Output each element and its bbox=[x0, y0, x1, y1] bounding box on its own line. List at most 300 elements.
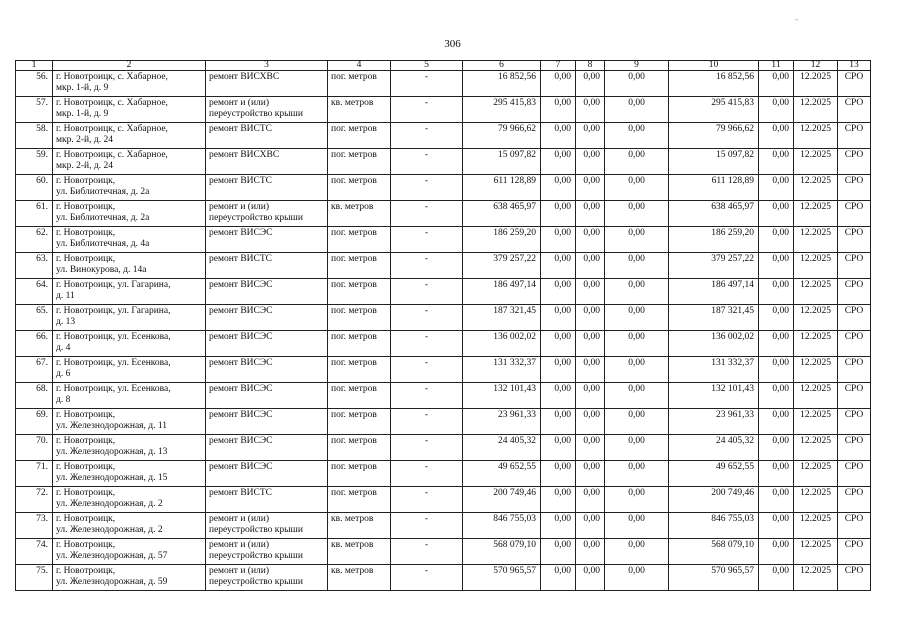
address-cell bbox=[53, 409, 206, 435]
address-cell bbox=[53, 175, 206, 201]
method-cell: СРО bbox=[838, 383, 871, 409]
unit-cell: пог. метров bbox=[328, 305, 391, 331]
total-cost-cell: 132 101,43 bbox=[463, 383, 541, 409]
column-header: 13 bbox=[838, 61, 871, 71]
work-type-cell-line: ремонт и (или) bbox=[209, 514, 270, 524]
work-type-cell-line: ремонт и (или) bbox=[209, 540, 270, 550]
row-number-cell: 73. bbox=[16, 513, 53, 539]
col5-cell: - bbox=[391, 97, 463, 123]
col8-cell: 0,00 bbox=[576, 305, 605, 331]
col7-cell: 0,00 bbox=[541, 513, 576, 539]
col9-cell: 0,00 bbox=[605, 253, 669, 279]
address-cell-line: г. Новотроицк, bbox=[56, 410, 116, 420]
address-cell-line: г. Новотроицк, bbox=[56, 566, 116, 576]
work-type-cell bbox=[206, 149, 328, 175]
fund-cost-cell: 131 332,37 bbox=[669, 357, 759, 383]
unit-cell: кв. метров bbox=[328, 513, 391, 539]
address-cell-line: г. Новотроицк, bbox=[56, 488, 116, 498]
address-cell bbox=[53, 227, 206, 253]
address-cell-line: мкр. 2-й, д. 24 bbox=[56, 135, 113, 145]
unit-cell: пог. метров bbox=[328, 175, 391, 201]
fund-cost-cell: 186 259,20 bbox=[669, 227, 759, 253]
fund-cost-cell: 136 002,02 bbox=[669, 331, 759, 357]
total-cost-cell: 295 415,83 bbox=[463, 97, 541, 123]
deadline-cell: 12.2025 bbox=[794, 175, 838, 201]
fund-cost-cell: 568 079,10 bbox=[669, 539, 759, 565]
fund-cost-cell: 846 755,03 bbox=[669, 513, 759, 539]
work-type-cell bbox=[206, 253, 328, 279]
address-cell-line: ул. Железнодорожная, д. 2 bbox=[56, 525, 163, 535]
col11-cell: 0,00 bbox=[759, 227, 794, 253]
work-type-cell-line: переустройство крыши bbox=[209, 213, 303, 223]
total-cost-cell: 131 332,37 bbox=[463, 357, 541, 383]
table-row bbox=[16, 253, 871, 279]
row-number-cell: 69. bbox=[16, 409, 53, 435]
col8-cell: 0,00 bbox=[576, 175, 605, 201]
col8-cell: 0,00 bbox=[576, 383, 605, 409]
total-cost-cell: 200 749,46 bbox=[463, 487, 541, 513]
col5-cell: - bbox=[391, 149, 463, 175]
total-cost-cell: 568 079,10 bbox=[463, 539, 541, 565]
address-cell-line: г. Новотроицк, с. Хабарное, bbox=[56, 72, 168, 82]
method-cell: СРО bbox=[838, 279, 871, 305]
col8-cell: 0,00 bbox=[576, 149, 605, 175]
page-number: 306 bbox=[444, 38, 461, 50]
col11-cell: 0,00 bbox=[759, 383, 794, 409]
col11-cell: 0,00 bbox=[759, 201, 794, 227]
col11-cell: 0,00 bbox=[759, 175, 794, 201]
col7-cell: 0,00 bbox=[541, 539, 576, 565]
col11-cell: 0,00 bbox=[759, 253, 794, 279]
fund-cost-cell: 570 965,57 bbox=[669, 565, 759, 591]
column-header: 2 bbox=[53, 61, 206, 71]
col8-cell: 0,00 bbox=[576, 565, 605, 591]
total-cost-cell: 379 257,22 bbox=[463, 253, 541, 279]
address-cell-line: г. Новотроицк, bbox=[56, 176, 116, 186]
col8-cell: 0,00 bbox=[576, 279, 605, 305]
col9-cell: 0,00 bbox=[605, 383, 669, 409]
col5-cell: - bbox=[391, 227, 463, 253]
address-cell-line: г. Новотроицк, с. Хабарное, bbox=[56, 124, 168, 134]
total-cost-cell: 16 852,56 bbox=[463, 71, 541, 97]
work-type-cell bbox=[206, 305, 328, 331]
method-cell: СРО bbox=[838, 331, 871, 357]
method-cell: СРО bbox=[838, 305, 871, 331]
col9-cell: 0,00 bbox=[605, 409, 669, 435]
address-cell-line: ул. Железнодорожная, д. 13 bbox=[56, 447, 168, 457]
work-type-cell bbox=[206, 175, 328, 201]
col5-cell: - bbox=[391, 487, 463, 513]
row-number-cell: 74. bbox=[16, 539, 53, 565]
address-cell bbox=[53, 97, 206, 123]
col11-cell: 0,00 bbox=[759, 149, 794, 175]
row-number-cell: 56. bbox=[16, 71, 53, 97]
row-number-cell: 64. bbox=[16, 279, 53, 305]
address-cell-line: г. Новотроицк, ул. Гагарина, bbox=[56, 306, 171, 316]
table-row bbox=[16, 123, 871, 149]
col9-cell: 0,00 bbox=[605, 435, 669, 461]
col7-cell: 0,00 bbox=[541, 227, 576, 253]
work-type-cell-line: ремонт ВИСХВС bbox=[209, 72, 280, 82]
address-cell-line: ул. Железнодорожная, д. 15 bbox=[56, 473, 168, 483]
col11-cell: 0,00 bbox=[759, 487, 794, 513]
table-row bbox=[16, 539, 871, 565]
table-row bbox=[16, 487, 871, 513]
work-type-cell-line: переустройство крыши bbox=[209, 577, 303, 587]
col9-cell: 0,00 bbox=[605, 487, 669, 513]
address-cell-line: мкр. 1-й, д. 9 bbox=[56, 109, 109, 119]
work-type-cell-line: ремонт ВИСЭС bbox=[209, 410, 273, 420]
unit-cell: пог. метров bbox=[328, 409, 391, 435]
col9-cell: 0,00 bbox=[605, 201, 669, 227]
col8-cell: 0,00 bbox=[576, 513, 605, 539]
deadline-cell: 12.2025 bbox=[794, 461, 838, 487]
col7-cell: 0,00 bbox=[541, 565, 576, 591]
col8-cell: 0,00 bbox=[576, 539, 605, 565]
col8-cell: 0,00 bbox=[576, 357, 605, 383]
col8-cell: 0,00 bbox=[576, 435, 605, 461]
address-cell bbox=[53, 123, 206, 149]
work-type-cell-line: ремонт ВИСТС bbox=[209, 124, 273, 134]
work-type-cell-line: ремонт ВИСЭС bbox=[209, 462, 273, 472]
corner-mark: - bbox=[795, 14, 798, 24]
method-cell: СРО bbox=[838, 513, 871, 539]
col5-cell: - bbox=[391, 539, 463, 565]
work-type-cell-line: ремонт ВИСЭС bbox=[209, 306, 273, 316]
total-cost-cell: 187 321,45 bbox=[463, 305, 541, 331]
col9-cell: 0,00 bbox=[605, 123, 669, 149]
row-number-cell: 58. bbox=[16, 123, 53, 149]
work-type-cell-line: ремонт ВИСЭС bbox=[209, 332, 273, 342]
unit-cell: пог. метров bbox=[328, 253, 391, 279]
method-cell: СРО bbox=[838, 461, 871, 487]
work-type-cell-line: ремонт ВИСЭС bbox=[209, 228, 273, 238]
col9-cell: 0,00 bbox=[605, 461, 669, 487]
work-type-cell bbox=[206, 279, 328, 305]
column-header: 7 bbox=[541, 61, 576, 71]
address-cell-line: д. 13 bbox=[56, 317, 76, 327]
work-type-cell bbox=[206, 539, 328, 565]
col7-cell: 0,00 bbox=[541, 123, 576, 149]
address-cell bbox=[53, 513, 206, 539]
column-header: 12 bbox=[794, 61, 838, 71]
address-cell-line: г. Новотроицк, bbox=[56, 540, 116, 550]
method-cell: СРО bbox=[838, 149, 871, 175]
col9-cell: 0,00 bbox=[605, 71, 669, 97]
row-number-cell: 72. bbox=[16, 487, 53, 513]
col9-cell: 0,00 bbox=[605, 357, 669, 383]
col8-cell: 0,00 bbox=[576, 253, 605, 279]
work-type-cell bbox=[206, 331, 328, 357]
work-type-cell-line: ремонт и (или) bbox=[209, 566, 270, 576]
col7-cell: 0,00 bbox=[541, 435, 576, 461]
total-cost-cell: 570 965,57 bbox=[463, 565, 541, 591]
col5-cell: - bbox=[391, 305, 463, 331]
total-cost-cell: 23 961,33 bbox=[463, 409, 541, 435]
total-cost-cell: 638 465,97 bbox=[463, 201, 541, 227]
fund-cost-cell: 79 966,62 bbox=[669, 123, 759, 149]
deadline-cell: 12.2025 bbox=[794, 201, 838, 227]
table-row bbox=[16, 71, 871, 97]
address-cell bbox=[53, 565, 206, 591]
work-type-cell bbox=[206, 227, 328, 253]
total-cost-cell: 611 128,89 bbox=[463, 175, 541, 201]
unit-cell: пог. метров bbox=[328, 357, 391, 383]
col5-cell: - bbox=[391, 461, 463, 487]
col9-cell: 0,00 bbox=[605, 513, 669, 539]
row-number-cell: 65. bbox=[16, 305, 53, 331]
method-cell: СРО bbox=[838, 123, 871, 149]
col7-cell: 0,00 bbox=[541, 331, 576, 357]
table-row bbox=[16, 175, 871, 201]
work-type-cell-line: ремонт ВИСЭС bbox=[209, 384, 273, 394]
repair-table bbox=[15, 60, 871, 591]
address-cell bbox=[53, 201, 206, 227]
col8-cell: 0,00 bbox=[576, 201, 605, 227]
address-cell-line: мкр. 1-й, д. 9 bbox=[56, 83, 109, 93]
table-row bbox=[16, 97, 871, 123]
table-body bbox=[16, 71, 871, 591]
deadline-cell: 12.2025 bbox=[794, 357, 838, 383]
table-row bbox=[16, 409, 871, 435]
row-number-cell: 63. bbox=[16, 253, 53, 279]
col7-cell: 0,00 bbox=[541, 409, 576, 435]
col11-cell: 0,00 bbox=[759, 331, 794, 357]
col5-cell: - bbox=[391, 253, 463, 279]
total-cost-cell: 186 497,14 bbox=[463, 279, 541, 305]
row-number-cell: 57. bbox=[16, 97, 53, 123]
col5-cell: - bbox=[391, 201, 463, 227]
fund-cost-cell: 24 405,32 bbox=[669, 435, 759, 461]
address-cell bbox=[53, 71, 206, 97]
fund-cost-cell: 187 321,45 bbox=[669, 305, 759, 331]
row-number-cell: 70. bbox=[16, 435, 53, 461]
table-row bbox=[16, 435, 871, 461]
col5-cell: - bbox=[391, 357, 463, 383]
col11-cell: 0,00 bbox=[759, 461, 794, 487]
col5-cell: - bbox=[391, 383, 463, 409]
method-cell: СРО bbox=[838, 97, 871, 123]
method-cell: СРО bbox=[838, 71, 871, 97]
work-type-cell bbox=[206, 201, 328, 227]
col9-cell: 0,00 bbox=[605, 149, 669, 175]
col11-cell: 0,00 bbox=[759, 435, 794, 461]
address-cell-line: г. Новотроицк, bbox=[56, 254, 116, 264]
method-cell: СРО bbox=[838, 227, 871, 253]
col7-cell: 0,00 bbox=[541, 97, 576, 123]
address-cell-line: мкр. 2-й, д. 24 bbox=[56, 161, 113, 171]
col11-cell: 0,00 bbox=[759, 279, 794, 305]
address-cell-line: д. 11 bbox=[56, 291, 75, 301]
method-cell: СРО bbox=[838, 175, 871, 201]
deadline-cell: 12.2025 bbox=[794, 513, 838, 539]
col11-cell: 0,00 bbox=[759, 305, 794, 331]
row-number-cell: 66. bbox=[16, 331, 53, 357]
row-number-cell: 75. bbox=[16, 565, 53, 591]
deadline-cell: 12.2025 bbox=[794, 539, 838, 565]
col5-cell: - bbox=[391, 123, 463, 149]
address-cell-line: ул. Винокурова, д. 14а bbox=[56, 265, 147, 275]
address-cell bbox=[53, 435, 206, 461]
address-cell-line: г. Новотроицк, bbox=[56, 514, 116, 524]
address-cell-line: ул. Железнодорожная, д. 57 bbox=[56, 551, 168, 561]
address-cell-line: д. 4 bbox=[56, 343, 71, 353]
unit-cell: кв. метров bbox=[328, 565, 391, 591]
work-type-cell-line: ремонт и (или) bbox=[209, 98, 270, 108]
col11-cell: 0,00 bbox=[759, 539, 794, 565]
total-cost-cell: 49 652,55 bbox=[463, 461, 541, 487]
work-type-cell bbox=[206, 513, 328, 539]
method-cell: СРО bbox=[838, 435, 871, 461]
address-cell-line: г. Новотроицк, ул. Есенкова, bbox=[56, 332, 171, 342]
work-type-cell bbox=[206, 435, 328, 461]
col7-cell: 0,00 bbox=[541, 279, 576, 305]
table-row bbox=[16, 383, 871, 409]
col8-cell: 0,00 bbox=[576, 409, 605, 435]
column-header: 1 bbox=[16, 61, 53, 71]
table-row bbox=[16, 357, 871, 383]
unit-cell: пог. метров bbox=[328, 227, 391, 253]
address-cell-line: г. Новотроицк, bbox=[56, 202, 116, 212]
col11-cell: 0,00 bbox=[759, 357, 794, 383]
deadline-cell: 12.2025 bbox=[794, 383, 838, 409]
fund-cost-cell: 15 097,82 bbox=[669, 149, 759, 175]
address-cell-line: ул. Железнодорожная, д. 2 bbox=[56, 499, 163, 509]
unit-cell: пог. метров bbox=[328, 435, 391, 461]
table-row bbox=[16, 513, 871, 539]
column-header: 6 bbox=[463, 61, 541, 71]
address-cell-line: г. Новотроицк, с. Хабарное, bbox=[56, 98, 168, 108]
col9-cell: 0,00 bbox=[605, 305, 669, 331]
table-row bbox=[16, 565, 871, 591]
unit-cell: пог. метров bbox=[328, 149, 391, 175]
col7-cell: 0,00 bbox=[541, 253, 576, 279]
col5-cell: - bbox=[391, 175, 463, 201]
column-header: 8 bbox=[576, 61, 605, 71]
col9-cell: 0,00 bbox=[605, 97, 669, 123]
deadline-cell: 12.2025 bbox=[794, 71, 838, 97]
work-type-cell-line: ремонт ВИСТС bbox=[209, 488, 273, 498]
table-row bbox=[16, 461, 871, 487]
work-type-cell-line: ремонт ВИСЭС bbox=[209, 358, 273, 368]
col9-cell: 0,00 bbox=[605, 565, 669, 591]
unit-cell: пог. метров bbox=[328, 383, 391, 409]
row-number-cell: 61. bbox=[16, 201, 53, 227]
col8-cell: 0,00 bbox=[576, 487, 605, 513]
col5-cell: - bbox=[391, 331, 463, 357]
total-cost-cell: 79 966,62 bbox=[463, 123, 541, 149]
table-row bbox=[16, 331, 871, 357]
fund-cost-cell: 638 465,97 bbox=[669, 201, 759, 227]
deadline-cell: 12.2025 bbox=[794, 305, 838, 331]
unit-cell: кв. метров bbox=[328, 97, 391, 123]
deadline-cell: 12.2025 bbox=[794, 565, 838, 591]
work-type-cell-line: ремонт ВИСТС bbox=[209, 176, 273, 186]
address-cell-line: г. Новотроицк, bbox=[56, 462, 116, 472]
col7-cell: 0,00 bbox=[541, 305, 576, 331]
deadline-cell: 12.2025 bbox=[794, 123, 838, 149]
fund-cost-cell: 132 101,43 bbox=[669, 383, 759, 409]
row-number-cell: 71. bbox=[16, 461, 53, 487]
address-cell-line: г. Новотроицк, ул. Гагарина, bbox=[56, 280, 171, 290]
col8-cell: 0,00 bbox=[576, 97, 605, 123]
fund-cost-cell: 186 497,14 bbox=[669, 279, 759, 305]
address-cell-line: ул. Библиотечная, д. 2а bbox=[56, 213, 150, 223]
col8-cell: 0,00 bbox=[576, 71, 605, 97]
total-cost-cell: 846 755,03 bbox=[463, 513, 541, 539]
work-type-cell bbox=[206, 357, 328, 383]
fund-cost-cell: 379 257,22 bbox=[669, 253, 759, 279]
work-type-cell bbox=[206, 409, 328, 435]
col5-cell: - bbox=[391, 71, 463, 97]
work-type-cell-line: ремонт ВИСЭС bbox=[209, 280, 273, 290]
column-header: 3 bbox=[206, 61, 328, 71]
col8-cell: 0,00 bbox=[576, 331, 605, 357]
work-type-cell bbox=[206, 383, 328, 409]
method-cell: СРО bbox=[838, 409, 871, 435]
col5-cell: - bbox=[391, 279, 463, 305]
unit-cell: пог. метров bbox=[328, 71, 391, 97]
col7-cell: 0,00 bbox=[541, 357, 576, 383]
work-type-cell bbox=[206, 71, 328, 97]
deadline-cell: 12.2025 bbox=[794, 227, 838, 253]
unit-cell: кв. метров bbox=[328, 201, 391, 227]
unit-cell: пог. метров bbox=[328, 487, 391, 513]
address-cell-line: д. 6 bbox=[56, 369, 71, 379]
col5-cell: - bbox=[391, 513, 463, 539]
col9-cell: 0,00 bbox=[605, 279, 669, 305]
address-cell bbox=[53, 357, 206, 383]
deadline-cell: 12.2025 bbox=[794, 435, 838, 461]
deadline-cell: 12.2025 bbox=[794, 487, 838, 513]
work-type-cell-line: ремонт ВИСТС bbox=[209, 254, 273, 264]
address-cell-line: г. Новотроицк, bbox=[56, 228, 116, 238]
address-cell bbox=[53, 487, 206, 513]
col7-cell: 0,00 bbox=[541, 201, 576, 227]
work-type-cell-line: переустройство крыши bbox=[209, 109, 303, 119]
total-cost-cell: 136 002,02 bbox=[463, 331, 541, 357]
deadline-cell: 12.2025 bbox=[794, 253, 838, 279]
address-cell bbox=[53, 331, 206, 357]
address-cell-line: ул. Железнодорожная, д. 11 bbox=[56, 421, 168, 431]
unit-cell: пог. метров bbox=[328, 461, 391, 487]
work-type-cell-line: ремонт ВИСХВС bbox=[209, 150, 280, 160]
column-header: 5 bbox=[391, 61, 463, 71]
row-number-cell: 68. bbox=[16, 383, 53, 409]
table-row bbox=[16, 279, 871, 305]
col11-cell: 0,00 bbox=[759, 97, 794, 123]
total-cost-cell: 186 259,20 bbox=[463, 227, 541, 253]
method-cell: СРО bbox=[838, 565, 871, 591]
col5-cell: - bbox=[391, 409, 463, 435]
col7-cell: 0,00 bbox=[541, 461, 576, 487]
row-number-cell: 60. bbox=[16, 175, 53, 201]
column-number-row bbox=[16, 61, 871, 71]
method-cell: СРО bbox=[838, 253, 871, 279]
fund-cost-cell: 200 749,46 bbox=[669, 487, 759, 513]
deadline-cell: 12.2025 bbox=[794, 331, 838, 357]
column-header: 10 bbox=[669, 61, 759, 71]
address-cell bbox=[53, 305, 206, 331]
deadline-cell: 12.2025 bbox=[794, 409, 838, 435]
col9-cell: 0,00 bbox=[605, 331, 669, 357]
work-type-cell-line: переустройство крыши bbox=[209, 551, 303, 561]
col5-cell: - bbox=[391, 435, 463, 461]
col11-cell: 0,00 bbox=[759, 409, 794, 435]
fund-cost-cell: 295 415,83 bbox=[669, 97, 759, 123]
address-cell bbox=[53, 253, 206, 279]
col7-cell: 0,00 bbox=[541, 383, 576, 409]
